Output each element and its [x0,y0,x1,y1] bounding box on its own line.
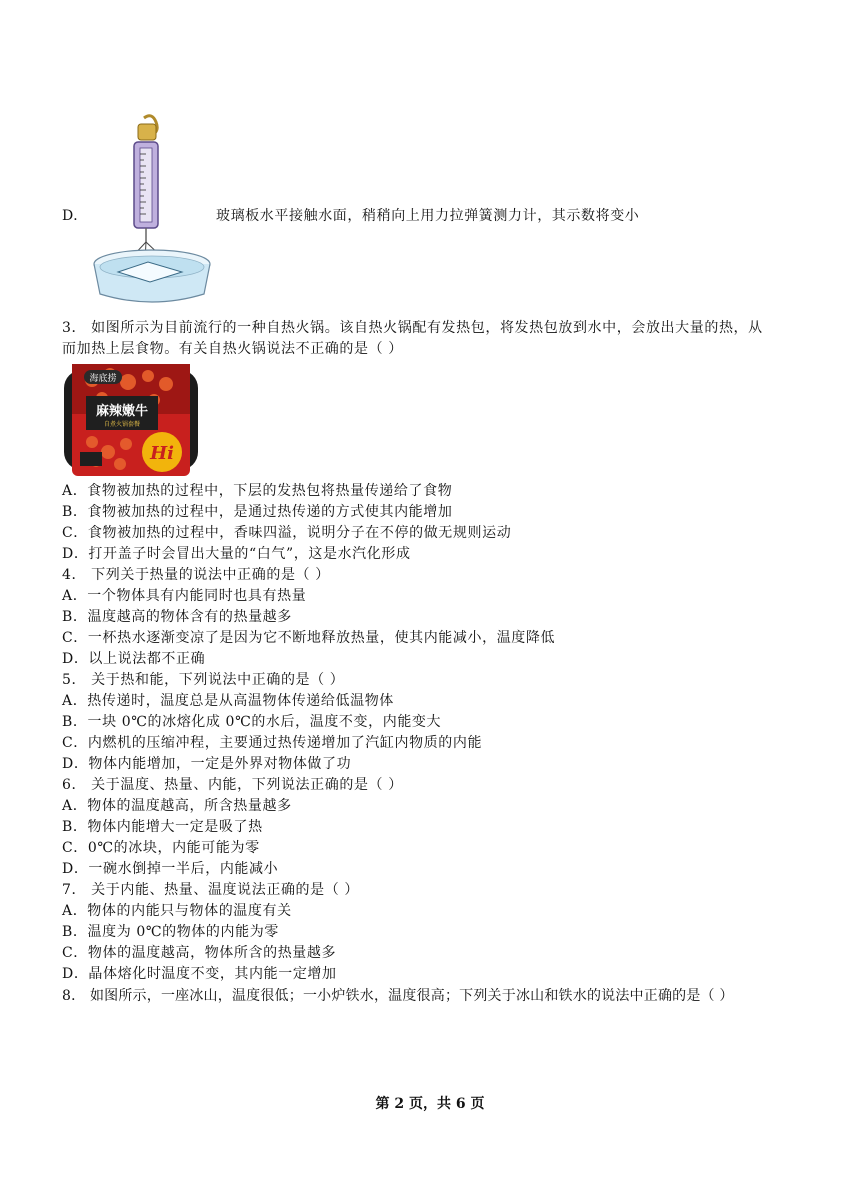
q6-option-a: A．物体的温度越高，所含热量越多 [62,798,292,814]
q4-option-b: B．温度越高的物体含有的热量越多 [62,609,292,625]
q5-option-b: B．一块 0℃的冰熔化成 0℃的水后，温度不变，内能变大 [62,714,442,730]
q5-option-d: D．物体内能增加，一定是外界对物体做了功 [62,756,352,772]
q3-option-c: C．食物被加热的过程中，香味四溢，说明分子在不停的做无规则运动 [62,525,512,541]
q3-stem-line1: 3． 如图所示为目前流行的一种自热火锅。该自热火锅配有发热包，将发热包放到水中，会放出大量的热，从 [62,320,763,336]
q5-option-c: C．内燃机的压缩冲程，主要通过热传递增加了汽缸内物质的内能 [62,735,483,751]
q2-option-d-text: 玻璃板水平接触水面，稍稍向上用力拉弹簧测力计，其示数将变小 [216,208,640,224]
q5-option-a: A．热传递时，温度总是从高温物体传递给低温物体 [62,693,394,709]
q4-option-a: A．一个物体具有内能同时也具有热量 [62,588,307,604]
self-heating-hotpot-image [62,360,200,478]
q6-option-d: D．一碗水倒掉一半后，内能减小 [62,861,279,877]
spring-scale-figure [88,112,216,312]
page-footer: 第 2 页，共 6 页 [375,1096,485,1112]
q7-stem: 7． 关于内能、热量、温度说法正确的是（ ） [62,882,360,898]
q3-option-d: D．打开盖子时会冒出大量的“白气”，这是水汽化形成 [62,546,411,562]
q2-option-d-label: D． [62,208,88,224]
q7-option-c: C．物体的温度越高，物体所含的热量越多 [62,945,337,961]
q4-stem: 4． 下列关于热量的说法中正确的是（ ） [62,567,330,583]
q3-option-b: B．食物被加热的过程中，是通过热传递的方式使其内能增加 [62,504,453,520]
q7-option-d: D．晶体熔化时温度不变，其内能一定增加 [62,966,337,982]
q5-stem: 5． 关于热和能，下列说法中正确的是（ ） [62,672,345,688]
q8-stem: 8． 如图所示，一座冰山，温度很低；一小炉铁水，温度很高；下列关于冰山和铁水的说法中正确的是（ ） [62,988,734,1004]
q6-option-b: B．物体内能增大一定是吸了热 [62,819,263,835]
q6-option-c: C．0℃的冰块，内能可能为零 [62,840,260,856]
q6-stem: 6． 关于温度、热量、内能，下列说法正确的是（ ） [62,777,403,793]
q3-stem-line2: 而加热上层食物。有关自热火锅说法不正确的是（ ） [62,341,403,357]
pot-subtitle-text: 自煮火锅套餐 [103,421,141,428]
q7-option-a: A．物体的内能只与物体的温度有关 [62,903,292,919]
q3-option-a: A．食物被加热的过程中，下层的发热包将热量传递给了食物 [62,483,453,499]
q7-option-b: B．温度为 0℃的物体的内能为零 [62,924,279,940]
pot-title-text: 麻辣嫩牛 [95,404,149,419]
q4-option-c: C．一杯热水逐渐变凉了是因为它不断地释放热量，使其内能减小，温度降低 [62,630,556,646]
pot-logo-text: Hi [150,443,174,464]
pot-brand-text: 海底捞 [89,374,117,384]
q4-option-d: D．以上说法都不正确 [62,651,206,667]
